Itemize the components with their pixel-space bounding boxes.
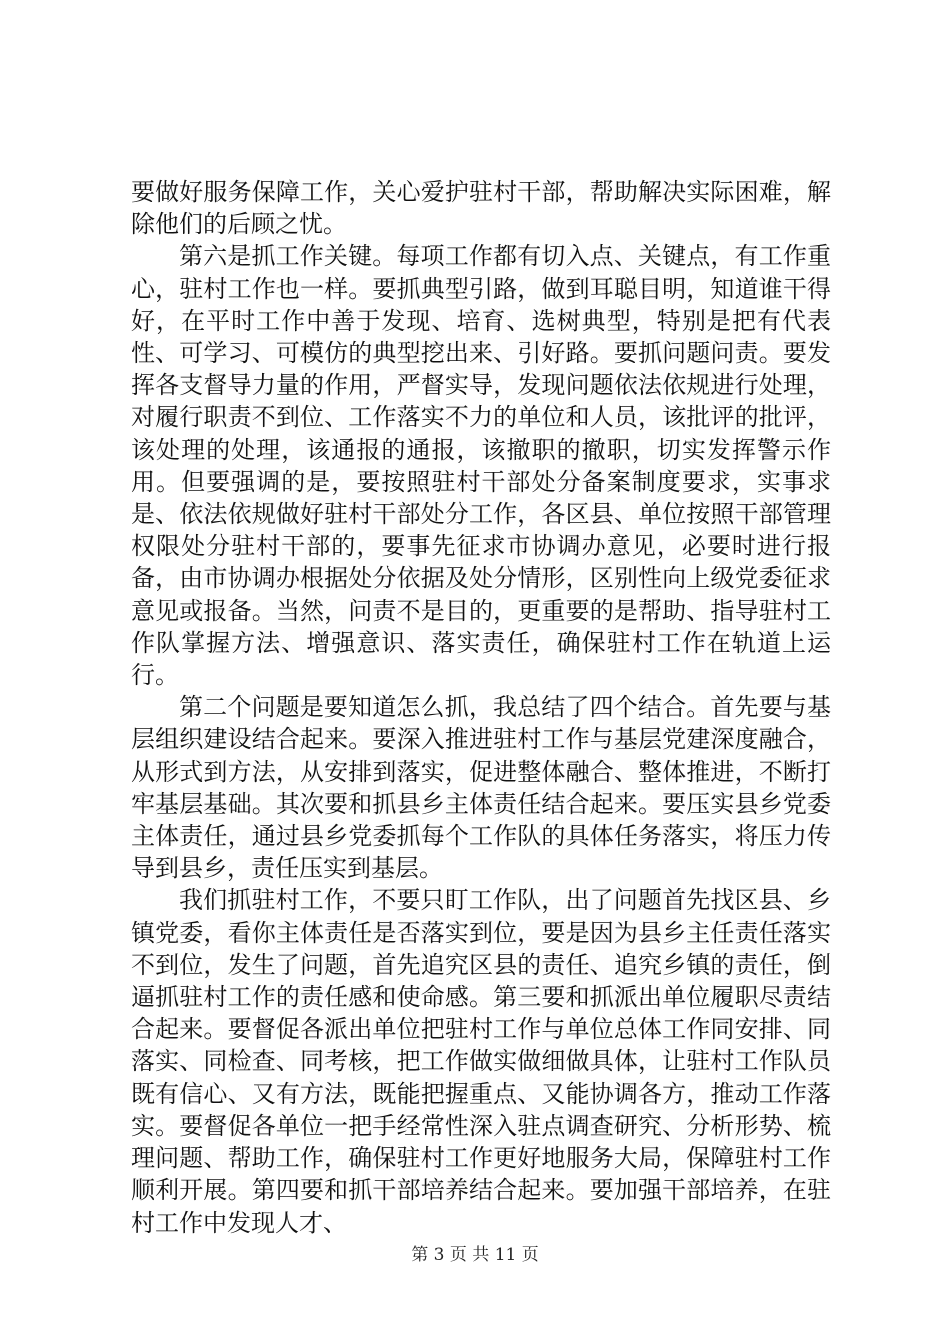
paragraph-2: 第六是抓工作关键。每项工作都有切入点、关键点，有工作重心，驻村工作也一样。要抓典型引路，做到耳聪目明，知道谁干得好，在平时工作中善于发现、培育、选树典型，特别是把有代表性、可学习、可模仿的典型挖出来、引好路。要抓问题问责。要发挥各支督导力量的作用，严督实导，发现问题依法依规进行处理，对履行职责不到位、工作落实不力的单位和人员，该批评的批评，该处理的处理，该通报的通报，该撤职的撤职，切实发挥警示作用。但要强调的是，要按照驻村干部处分备案制度要求，实事求是、依法依规做好驻村干部处分工作，各区县、单位按照干部管理权限处分驻村干部的，要事先征求市协调办意见，必要时进行报备，由市协调办根据处分依据及处分情形，区别性向上级党委征求意见或报备。当然，问责不是目的，更重要的是帮助、指导驻村工作队掌握方法、增强意识、落实责任，确保驻村工作在轨道上运行。	[131, 242, 831, 690]
paragraph-4: 我们抓驻村工作，不要只盯工作队，出了问题首先找区县、乡镇党委，看你主体责任是否落实到位，要是因为县乡主任责任落实不到位，发生了问题，首先追究区县的责任、追究乡镇的责任，倒逼抓驻村工作的责任感和使命感。第三要和抓派出单位履职尽责结合起来。要督促各派出单位把驻村工作与单位总体工作同安排、同落实、同检查、同考核，把工作做实做细做具体，让驻村工作队员既有信心、又有方法，既能把握重点、又能协调各方，推动工作落实。要督促各单位一把手经常性深入驻点调查研究、分析形势、梳理问题、帮助工作，确保驻村工作更好地服务大局，保障驻村工作顺利开展。第四要和抓干部培养结合起来。要加强干部培养，在驻村工作中发现人才、	[131, 886, 831, 1237]
page-footer: 第 3 页 共 11 页	[411, 1245, 539, 1265]
paragraph-3: 第二个问题是要知道怎么抓，我总结了四个结合。首先要与基层组织建设结合起来。要深入推进驻村工作与基层党建深度融合，从形式到方法，从安排到落实，促进整体融合、整体推进，不断打牢基层基础。其次要和抓县乡主体责任结合起来。要压实县乡党委主体责任，通过县乡党委抓每个工作队的具体任务落实，将压力传导到县乡，责任压实到基层。	[131, 693, 831, 883]
paragraph-1: 要做好服务保障工作，关心爱护驻村干部，帮助解决实际困难，解除他们的后顾之忧。	[131, 178, 831, 239]
document-body	[131, 176, 831, 1239]
